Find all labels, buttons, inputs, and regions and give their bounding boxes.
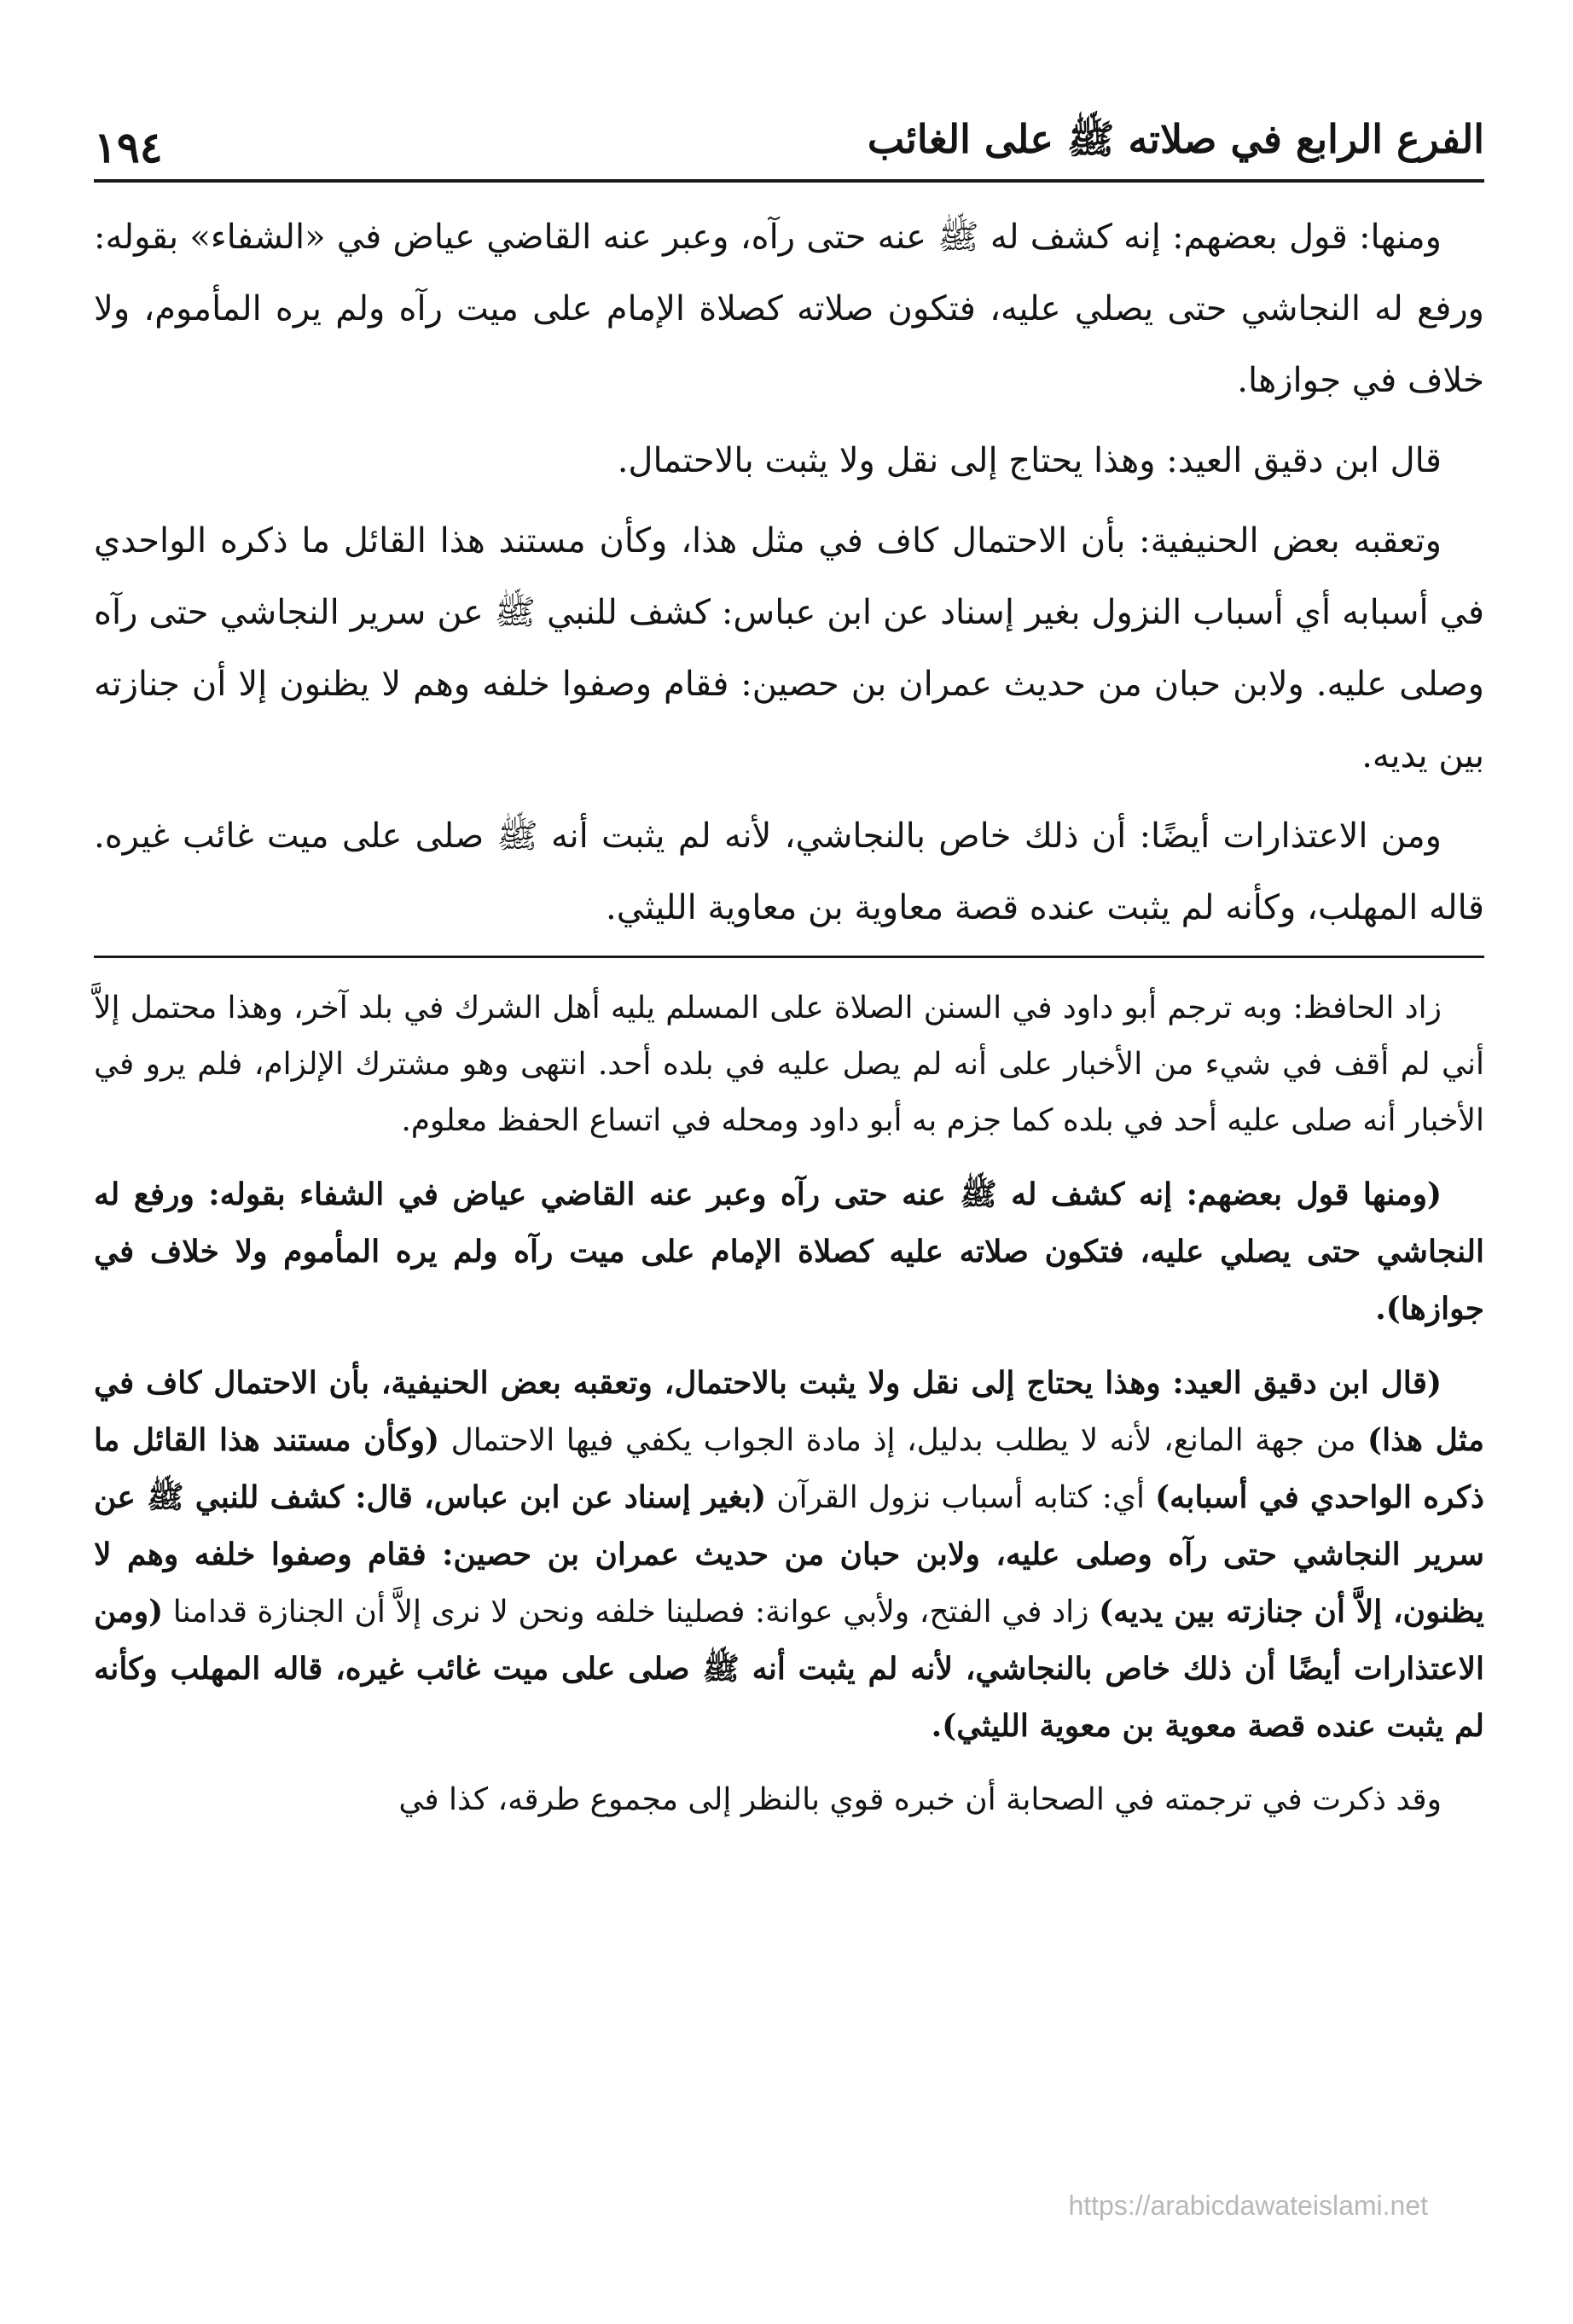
commentary-text: زاد في الفتح، ولأبي عوانة: فصلينا خلفه ونحن لا نرى إلاَّ أن الجنازة قدامنا: [163, 1595, 1100, 1630]
main-text: [94, 201, 1484, 944]
quoted-text: (قال ابن دقيق العيد: وهذا يحتاج إلى نقل ولا يثبت بالاحتمال، وتعقبه بعض الحنيفية، بأن الاحتمال كاف في مثل هذا): [94, 1365, 1485, 1458]
main-paragraph: قال ابن دقيق العيد: وهذا يحتاج إلى نقل ولا يثبت بالاحتمال.: [617, 441, 1442, 480]
book-page: [94, 102, 1484, 2286]
commentary-paragraph: [94, 1355, 1484, 1755]
main-paragraph: وتعقبه بعض الحنيفية: بأن الاحتمال كاف في مثل هذا، وكأن مستند هذا القائل ما ذكره الواحدي في أسبابه أي أسباب النزول بغير إسناد عن ابن عباس: كشف للنبي ﷺ عن سرير النجاشي حتى رآه وصلى عليه. ولابن حبان من حديث عمران بن حصين: فقام وصفوا خلفه وهم لا يظنون إلا أن جنازته بين يديه.: [94, 521, 1484, 776]
page-number: ١٩٤: [94, 122, 163, 172]
commentary-divider: [94, 956, 1484, 958]
commentary-text: أي: كتابه أسباب نزول القرآن: [766, 1480, 1156, 1515]
page-header: [94, 102, 1484, 183]
chapter-title: الفرع الرابع في صلاته ﷺ على الغائب: [867, 116, 1484, 162]
commentary-text: من جهة المانع، لأنه لا يطلب بدليل، إذ مادة الجواب يكفي فيها الاحتمال: [439, 1423, 1368, 1458]
main-paragraph: ومن الاعتذارات أيضًا: أن ذلك خاص بالنجاشي، لأنه لم يثبت أنه ﷺ صلى على ميت غائب غيره. قاله المهلب، وكأنه لم يثبت عنده قصة معاوية بن معاوية الليثي.: [94, 816, 1484, 927]
commentary-paragraph: وقد ذكرت في ترجمته في الصحابة أن خبره قوي بالنظر إلى مجموع طرقه، كذا في: [398, 1782, 1442, 1817]
quoted-text: (ومن الاعتذارات أيضًا أن ذلك خاص بالنجاشي، لأنه لم يثبت أنه ﷺ صلى على ميت غائب غيره، قاله المهلب وكأنه لم يثبت عنده قصة معوية بن معوية الليثي).: [94, 1594, 1484, 1744]
watermark: https://arabicdawateislami.net: [1068, 2190, 1428, 2221]
quoted-text: (بغير إسناد عن ابن عباس، قال: كشف للنبي ﷺ عن سرير النجاشي حتى رآه وصلى عليه، ولابن حبان من حديث عمران بن حصين: فقام وصفوا خلفه وهم لا يظنون، إلاَّ أن جنازته بين يديه): [94, 1479, 1485, 1630]
main-paragraph: ومنها: قول بعضهم: إنه كشف له ﷺ عنه حتى رآه، وعبر عنه القاضي عياض في «الشفاء» بقوله: ورفع له النجاشي حتى يصلي عليه، فتكون صلاته كصلاة الإمام على ميت رآه ولم يره المأموم، ولا خلاف في جوازها.: [94, 218, 1484, 400]
commentary-paragraph: [94, 1166, 1484, 1338]
commentary: [94, 980, 1484, 1828]
commentary-paragraph: زاد الحافظ: وبه ترجم أبو داود في السنن الصلاة على المسلم يليه أهل الشرك في بلد آخر، وهذا محتمل إلاَّ أني لم أقف في شيء من الأخبار على أنه لم يصل عليه في بلده أحد. انتهى وهو مشترك الإلزام، فلم يرو في الأخبار أنه صلى عليه أحد في بلده كما جزم به أبو داود ومحله في اتساع الحفظ معلوم.: [94, 991, 1485, 1138]
quoted-text: (وكأن مستند هذا القائل ما ذكره الواحدي في أسبابه): [94, 1422, 1484, 1515]
quoted-text: (ومنها قول بعضهم: إنه كشف له ﷺ عنه حتى رآه وعبر عنه القاضي عياض في الشفاء بقوله: ورفع له النجاشي حتى يصلي عليه، فتكون صلاته عليه كصلاة الإمام على ميت رآه ولم يره المأموم ولا خلاف في جوازها).: [94, 1177, 1484, 1327]
